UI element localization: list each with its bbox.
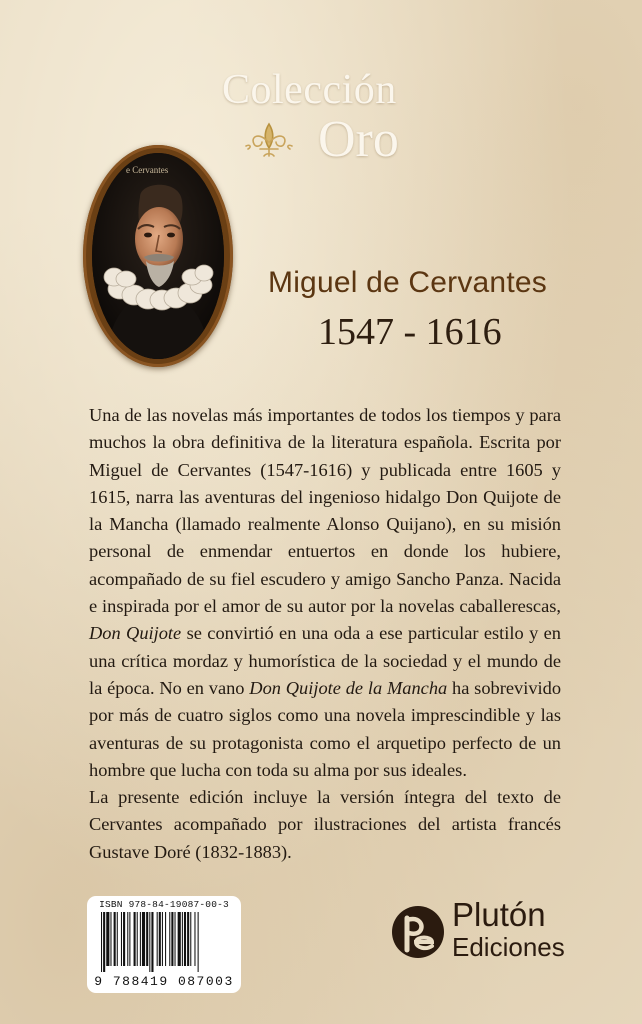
barcode-bar bbox=[162, 912, 163, 966]
barcode-bar bbox=[114, 912, 116, 966]
isbn-label: ISBN 978-84-19087-00-3 bbox=[99, 899, 229, 910]
barcode-bar bbox=[140, 912, 141, 966]
barcode-bar bbox=[151, 912, 153, 972]
author-name: Miguel de Cervantes bbox=[268, 266, 547, 299]
barcode bbox=[87, 896, 241, 993]
barcode-bar bbox=[178, 912, 181, 966]
barcode-bar bbox=[137, 912, 138, 966]
fleur-de-lis-icon bbox=[244, 120, 294, 160]
barcode-bar bbox=[198, 912, 199, 972]
publisher-name: Plutón bbox=[452, 896, 546, 933]
barcode-bar bbox=[171, 912, 173, 966]
barcode-bar bbox=[117, 912, 118, 966]
author-dates: 1547 - 1616 bbox=[318, 311, 502, 353]
barcode-bar bbox=[169, 912, 170, 966]
barcode-bar bbox=[159, 912, 161, 966]
collection-title-line1: Colección bbox=[222, 67, 397, 113]
barcode-bar bbox=[175, 912, 176, 966]
barcode-bar bbox=[127, 912, 128, 966]
barcode-bar bbox=[149, 912, 150, 972]
author-portrait bbox=[92, 153, 224, 359]
synopsis bbox=[89, 402, 561, 866]
barcode-bar bbox=[194, 912, 195, 966]
synopsis-paragraph-2: La presente edición incluye la versión íntegra del texto de Cervantes acompañado por ilustraciones del artista francés Gustave Doré (1832-1883). bbox=[89, 787, 561, 862]
barcode-bar bbox=[101, 912, 102, 972]
collection-title-line2: Oro bbox=[318, 111, 399, 168]
barcode-bar bbox=[123, 912, 125, 966]
barcode-bars bbox=[97, 912, 231, 972]
pluton-pe-logo-icon bbox=[390, 904, 446, 960]
barcode-bar bbox=[134, 912, 136, 966]
barcode-bar bbox=[190, 912, 191, 966]
barcode-bar bbox=[165, 912, 166, 966]
barcode-bar bbox=[110, 912, 111, 966]
barcode-bar bbox=[182, 912, 183, 966]
barcode-bar bbox=[157, 912, 158, 966]
ean-digits: 9 788419 087003 bbox=[94, 974, 234, 989]
barcode-bar bbox=[103, 912, 105, 972]
barcode-bar bbox=[187, 912, 189, 966]
publisher-subtitle: Ediciones bbox=[452, 932, 565, 962]
barcode-bar bbox=[121, 912, 122, 966]
portrait-inscription: e Cervantes bbox=[126, 165, 169, 175]
barcode-bar bbox=[146, 912, 148, 966]
barcode-bar bbox=[142, 912, 145, 966]
barcode-bar bbox=[184, 912, 186, 966]
barcode-bar bbox=[129, 912, 130, 966]
synopsis-paragraph-1: Una de las novelas más importantes de todos los tiempos y para muchos la obra definitiva de la literatura española. Escrita por Miguel de Cervantes (1547-1616) y publicada entre 1605 y 1615, narra las aventuras del ingenioso hidalgo Don Quijote de la Mancha (llamado realmente Alonso Quijano), en su misión personal de enmendar entuertos en donde los hubiere, acompañado de su fiel escudero y amigo Sancho Panza. Nacida e inspirada por el amor de su autor por la novelas caballerescas, Don Quijote se convirtió en una oda a ese particular estilo y en una crítica mordaz y humorística de la sociedad y el mundo de la época. No en vano Don Quijote de la Mancha ha sobrevivido por más de cuatro siglos como una novela imprescindible y las aventuras de su protagonista como el arquetipo perfecto de un hombre que lucha con toda su alma por sus ideales. bbox=[89, 405, 562, 780]
barcode-bar bbox=[106, 912, 109, 966]
